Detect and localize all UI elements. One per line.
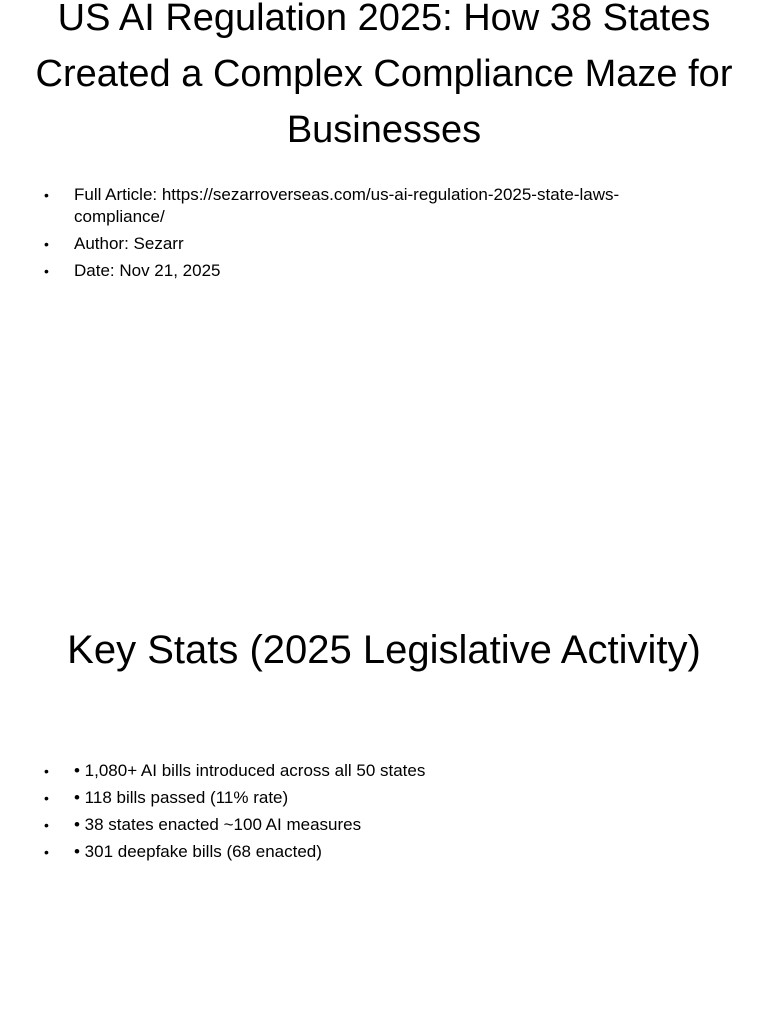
bullet-text: • 38 states enacted ~100 AI measures: [74, 815, 362, 834]
bullet-bills-introduced: [40, 760, 680, 782]
bullet-deepfake-bills: [40, 841, 680, 863]
bullet-icon: •: [44, 763, 49, 779]
bullet-icon: •: [44, 187, 49, 203]
bullet-text: Date: Nov 21, 2025: [74, 261, 221, 280]
bullet-states-enacted: [40, 814, 680, 836]
slide-2-bullet-list: [40, 760, 680, 868]
slide-2: [0, 576, 768, 1024]
bullet-icon: •: [44, 844, 49, 860]
bullet-icon: •: [44, 790, 49, 806]
bullet-text: • 1,080+ AI bills introduced across all 50 states: [74, 761, 426, 780]
bullet-text: Full Article: https://sezarroverseas.com/us-ai-regulation-2025-state-laws-compliance/: [74, 185, 620, 226]
bullet-author: [40, 233, 680, 255]
bullet-icon: •: [44, 263, 49, 279]
bullet-text: • 118 bills passed (11% rate): [74, 788, 289, 807]
bullet-text: • 301 deepfake bills (68 enacted): [74, 842, 322, 861]
slide-1-title: US AI Regulation 2025: How 38 States Created a Complex Compliance Maze for Businesses: [35, 0, 733, 151]
slide-2-title: Key Stats (2025 Legislative Activity): [67, 628, 701, 672]
slide-1-bullet-list: [40, 184, 680, 287]
bullet-icon: •: [44, 817, 49, 833]
bullet-icon: •: [44, 236, 49, 252]
bullet-full-article: [40, 184, 680, 228]
bullet-date: [40, 260, 680, 282]
bullet-text: Author: Sezarr: [74, 234, 184, 253]
bullet-bills-passed: [40, 787, 680, 809]
